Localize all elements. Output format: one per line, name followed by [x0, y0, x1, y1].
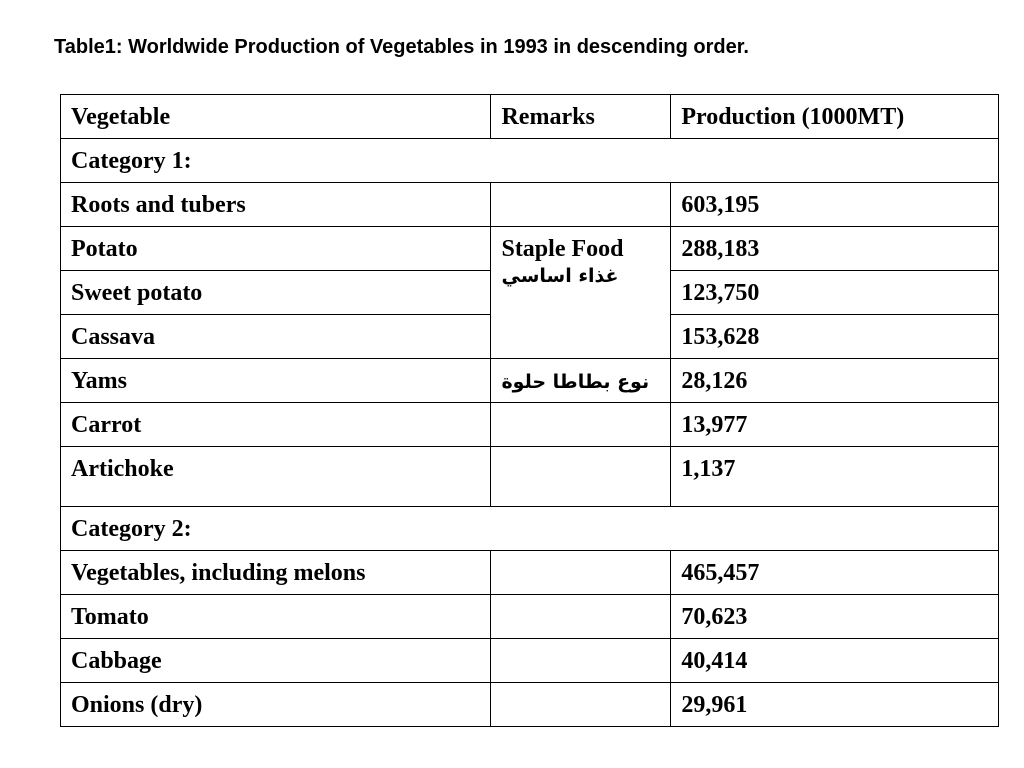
production-cell: 28,126: [671, 359, 999, 403]
vegetable-cell: Tomato: [61, 595, 491, 639]
production-cell: 288,183: [671, 227, 999, 271]
column-header-vegetable: Vegetable: [61, 95, 491, 139]
vegetable-production-table: [60, 94, 999, 727]
vegetable-cell: Potato: [61, 227, 491, 271]
vegetable-cell: Artichoke: [61, 447, 491, 507]
table-row: [61, 227, 999, 271]
column-header-remarks: Remarks: [491, 95, 671, 139]
remarks-cell: [491, 683, 671, 727]
category-row: [61, 139, 999, 183]
table-row: [61, 359, 999, 403]
production-cell: 123,750: [671, 271, 999, 315]
remarks-cell: [491, 447, 671, 507]
remarks-cell: [491, 551, 671, 595]
vegetable-cell: Roots and tubers: [61, 183, 491, 227]
table-row: [61, 183, 999, 227]
remarks-cell: [491, 595, 671, 639]
remarks-cell: [491, 359, 671, 403]
production-cell: 603,195: [671, 183, 999, 227]
remark-staple-food-arabic: غذاء اساسي: [501, 265, 619, 287]
remarks-cell: [491, 183, 671, 227]
vegetable-cell: Cabbage: [61, 639, 491, 683]
remark-yams-arabic: نوع بطاطا حلوة: [501, 371, 650, 393]
remark-staple-food-english: Staple Food: [501, 236, 624, 262]
production-cell: 1,137: [671, 447, 999, 507]
remarks-cell: [491, 403, 671, 447]
table-row: [61, 551, 999, 595]
vegetable-cell: Carrot: [61, 403, 491, 447]
table-row: [61, 403, 999, 447]
vegetable-cell: Vegetables, including melons: [61, 551, 491, 595]
vegetable-cell: Onions (dry): [61, 683, 491, 727]
table-row: [61, 639, 999, 683]
table-row: [61, 595, 999, 639]
production-cell: 29,961: [671, 683, 999, 727]
production-cell: 13,977: [671, 403, 999, 447]
category-row: [61, 507, 999, 551]
production-cell: 153,628: [671, 315, 999, 359]
column-header-production: Production (1000MT): [671, 95, 999, 139]
vegetable-cell: Yams: [61, 359, 491, 403]
table-header-row: [61, 95, 999, 139]
production-cell: 70,623: [671, 595, 999, 639]
page-title: Table1: Worldwide Production of Vegetables in 1993 in descending order.: [54, 36, 749, 58]
table-row: [61, 683, 999, 727]
remarks-cell: [491, 639, 671, 683]
category-1-label: Category 1:: [61, 139, 999, 183]
category-2-label: Category 2:: [61, 507, 999, 551]
vegetable-cell: Cassava: [61, 315, 491, 359]
remarks-cell-staple-food: [491, 227, 671, 359]
vegetable-cell: Sweet potato: [61, 271, 491, 315]
production-cell: 465,457: [671, 551, 999, 595]
table-row: [61, 447, 999, 507]
production-cell: 40,414: [671, 639, 999, 683]
